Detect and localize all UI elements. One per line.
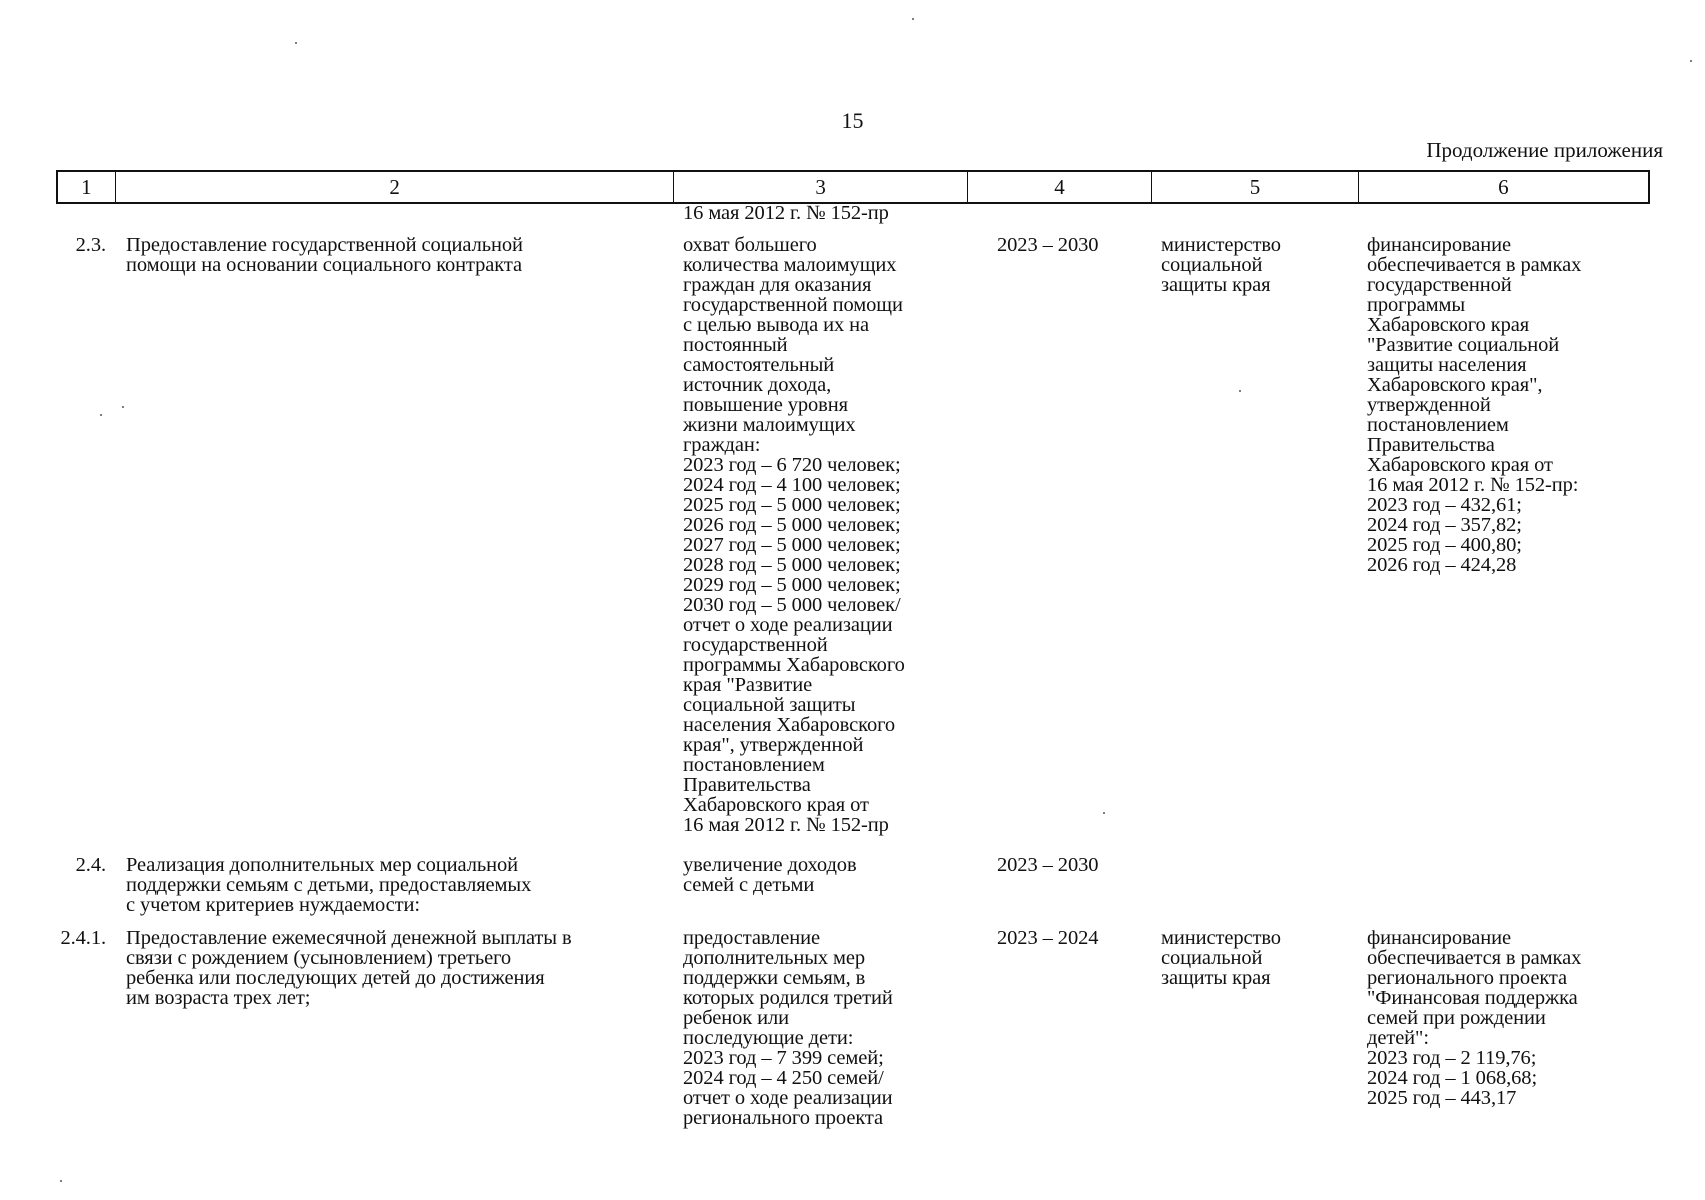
period: 2023 – 2030 [997,854,1099,876]
page-number: 15 [841,108,864,133]
scan-speck [295,42,297,44]
column-header-3: 3 [674,172,967,202]
expected-result: предоставление дополнительных мер поддержки семьям, в которых родился третий ребенок или последующие дети: 2023 год – 7 399 семей; 2024 год – 4 250 семей/ отчет о ходе реализации регионального проекта [683,927,893,1129]
measure-name: Предоставление ежемесячной денежной выплаты в связи с рождением (усыновлением) третьего ребенка или последующих детей до достижения им возраста трех лет; [126,927,572,1009]
column-header-4: 4 [968,172,1153,202]
executor: министерство социальной защиты края [1161,927,1281,989]
column-header-row [56,170,1650,204]
scan-speck [60,1180,62,1182]
row-number: 2.4. [75,854,106,876]
executor: министерство социальной защиты края [1161,234,1281,296]
row-number: 2.3. [75,234,106,256]
scan-speck [100,414,102,416]
scan-speck [1239,390,1241,392]
scan-speck [1103,812,1105,814]
financing: финансирование обеспечивается в рамках государственной программы Хабаровского края "Развитие социальной защиты населения Хабаровского края", утвержденной постановлением Правительства Хабаровского края от 16 мая 2012 г. № 152-пр: 2023 год – 432,61; 2024 год – 357,82; 2025 год – 400,80; 2026 год – 424,28 [1367,234,1582,576]
period: 2023 – 2030 [997,234,1099,256]
expected-result: охват большего количества малоимущих граждан для оказания государственной помощи с целью вывода их на постоянный самостоятельный источник дохода, повышение уровня жизни малоимущих граждан: 2023 год – 6 720 человек; 2024 год – 4 100 человек; 2025 год – 5 000 человек; 2026 год – 5 000 человек; 2027 год – 5 000 человек; 2028 год – 5 000 человек; 2029 год – 5 000 человек; 2030 год – 5 000 человек/ отчет о ходе реализации государственной программы Хабаровского края "Развитие социальной защиты населения Хабаровского края", утвержденной постановлением Правительства Хабаровского края от 16 мая 2012 г. № 152-пр [683,234,905,836]
expected-result: увеличение доходов семей с детьми [683,854,857,896]
row-number: 2.4.1. [60,927,106,949]
scan-speck [912,18,914,20]
scan-speck [1690,60,1692,62]
column-header-5: 5 [1152,172,1358,202]
continuation-label: Продолжение приложения [1426,138,1663,162]
column-header-1: 1 [58,172,116,202]
column-header-6: 6 [1498,175,1509,199]
measure-name: Предоставление государственной социальной помощи на основании социального контракта [126,234,523,276]
period: 2023 – 2024 [997,927,1099,949]
column-header-2: 2 [116,172,675,202]
measure-name: Реализация дополнительных мер социальной поддержки семьям с детьми, предоставляемых с учетом критериев нуждаемости: [126,854,532,916]
financing: финансирование обеспечивается в рамках регионального проекта "Финансовая поддержка семей при рождении детей": 2023 год – 2 119,76; 2024 год – 1 068,68; 2025 год – 443,17 [1367,927,1582,1109]
scan-speck [122,406,124,408]
carryover-text: 16 мая 2012 г. № 152-пр [683,202,889,224]
